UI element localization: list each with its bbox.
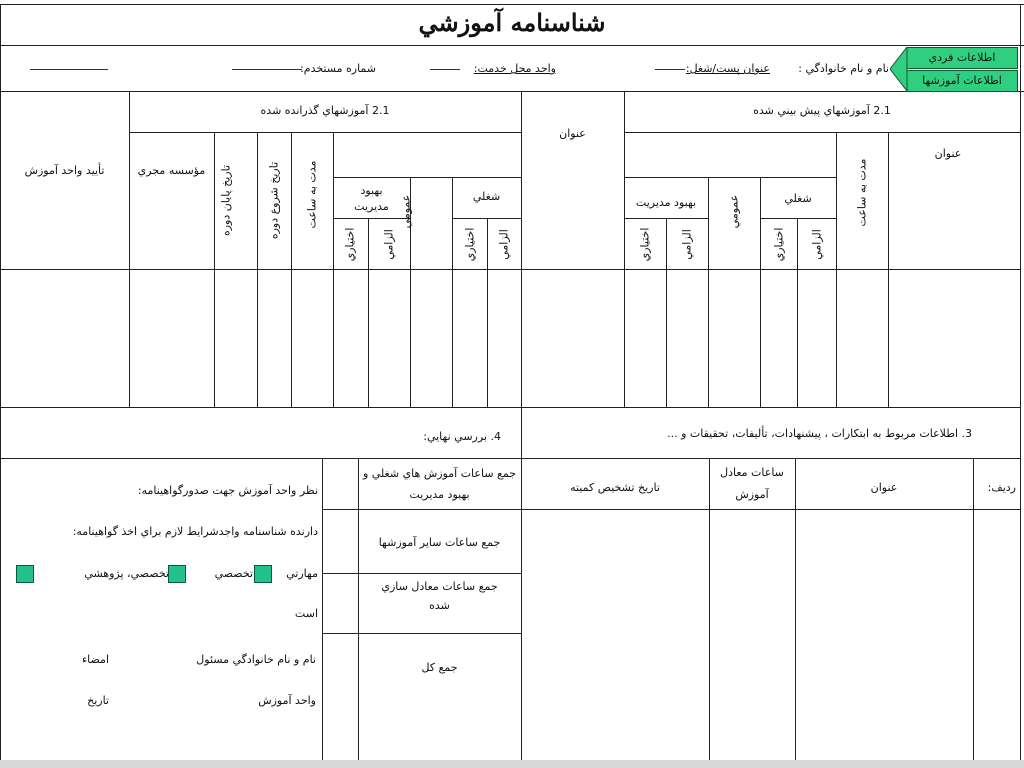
option-takhasosi: تخصصي xyxy=(214,567,253,580)
tab-personal-info[interactable] xyxy=(906,47,1018,69)
shoghli-header: شغلي xyxy=(472,190,501,203)
unit-line xyxy=(430,69,460,70)
name-label: نام و نام خانوادگي : xyxy=(798,62,889,75)
page-title: شناسنامه آموزشي xyxy=(418,8,606,37)
grid-line xyxy=(760,218,836,219)
grid-line xyxy=(521,407,522,768)
holder-label: دارنده شناسنامه واجدشرايط لازم براي اخذ گواهينامه: xyxy=(72,525,318,538)
omoumi-header: عمومي xyxy=(727,194,741,229)
ekhtiari-header: اختياري xyxy=(343,227,357,262)
service-unit-label: واحد محل خدمت: xyxy=(473,62,556,75)
tab-label: اطلاعات آموزشها xyxy=(922,74,1002,87)
grid-line xyxy=(322,458,323,768)
section3-heading: 3. اطلاعات مربوط به ابتكارات ، پيشنهادات، تأليفات، تحقيقات و ... xyxy=(667,427,972,440)
equiv-hours-header-2: آموزش xyxy=(735,488,769,501)
grid-line xyxy=(129,132,521,133)
tab-label: اطلاعات فردي xyxy=(928,51,996,64)
duration-header: مدت به ساعت xyxy=(855,158,869,227)
divider xyxy=(0,45,1024,46)
title-header: عنوان xyxy=(559,127,586,140)
sum-job-hours-label: جمع ساعات آموزش هاي شغلي و xyxy=(362,467,517,480)
institute-header: مؤسسه مجري xyxy=(137,164,206,177)
grid-line xyxy=(0,458,1020,459)
ekhtiari-header: اختياري xyxy=(772,227,786,262)
training-unit-label: واحد آموزش xyxy=(258,694,316,707)
grid-line xyxy=(322,633,521,634)
elzami-header: الزامي xyxy=(382,229,396,260)
checkbox-pajooheshi[interactable] xyxy=(16,565,34,583)
grid-line xyxy=(322,573,521,574)
grid-line xyxy=(624,177,836,178)
responsible-label: نام و نام خانوادگي مسئول xyxy=(196,653,316,666)
top-border xyxy=(0,4,1024,5)
grid-line xyxy=(760,177,761,407)
left-border xyxy=(0,4,1,764)
opinion-label: نظر واحد آموزش جهت صدورگواهينامه: xyxy=(137,484,318,497)
title-header: عنوان xyxy=(870,481,898,494)
option-takhasosi-pajooheshi: تخصصي، پژوهشي xyxy=(84,567,169,580)
planned-trainings-heading: 2.1 آموزشهاي پيش بيني شده xyxy=(753,104,891,117)
elzami-header: الزامي xyxy=(497,229,511,260)
ekhtiari-header: اختياري xyxy=(638,227,652,262)
divider xyxy=(0,91,1024,92)
sum-equiv-hours-label-2: شده xyxy=(429,599,450,612)
bottom-bar xyxy=(0,760,1024,768)
shoghli-header: شغلي xyxy=(784,192,812,205)
grid-line xyxy=(368,218,369,407)
duration-header: مدت به ساعت xyxy=(305,160,319,229)
row-number-header: رديف: xyxy=(987,481,1016,494)
committee-date-header: تاريخ تشخيص كميته xyxy=(570,481,660,494)
completed-trainings-heading: 2.1 آموزشهاي گذرانده شده xyxy=(260,104,390,117)
position-label: عنوان پست/شغل: xyxy=(685,62,770,75)
tab-training-info[interactable] xyxy=(906,70,1018,92)
right-border xyxy=(1020,4,1021,764)
grid-line xyxy=(358,458,359,768)
omoumi-header: عمومي xyxy=(399,194,413,229)
sum-job-hours-label-2: بهبود مديريت xyxy=(409,488,470,501)
behbood-header: بهبود مديريت xyxy=(635,196,697,209)
employee-no-line xyxy=(232,69,302,70)
total-label: جمع كل xyxy=(421,661,458,674)
option-maharati: مهارتي xyxy=(286,567,318,580)
title-header: عنوان xyxy=(934,147,962,160)
grid-line xyxy=(487,218,488,407)
grid-line xyxy=(0,407,1020,408)
section4-heading: 4. بررسي نهايي: xyxy=(423,430,501,443)
ekhtiari-header: اختياري xyxy=(463,227,477,262)
grid-line xyxy=(973,458,974,768)
sum-equiv-hours-label: جمع ساعات معادل سازي xyxy=(381,580,498,593)
elzami-header: الزامي xyxy=(810,229,824,260)
grid-line xyxy=(333,177,521,178)
grid-line xyxy=(624,91,625,407)
grid-line xyxy=(322,509,521,510)
date-label: تاريخ xyxy=(87,694,109,707)
grid-line xyxy=(795,458,796,768)
checkbox-maharati[interactable] xyxy=(254,565,272,583)
position-line xyxy=(655,69,685,70)
grid-line xyxy=(709,458,710,768)
start-date-header: تاريخ شروع دوره xyxy=(267,161,281,240)
grid-line xyxy=(797,218,798,407)
grid-line xyxy=(708,177,709,407)
tab-pointer-icon xyxy=(890,47,908,91)
equiv-hours-header: ساعات معادل xyxy=(720,466,784,479)
elzami-header: الزامي xyxy=(680,229,694,260)
blank-line xyxy=(30,69,108,70)
grid-line xyxy=(129,91,130,407)
grid-line xyxy=(521,509,1020,510)
grid-line xyxy=(452,177,453,407)
behbood-header: بهبود xyxy=(360,184,383,197)
grid-line xyxy=(666,218,667,407)
end-date-header: تاريخ پايان دوره xyxy=(219,164,233,237)
employee-no-label: شماره مستخدم: xyxy=(300,62,376,75)
signature-label: امضاء xyxy=(81,653,109,666)
approval-header: تأييد واحد آموزش xyxy=(24,164,105,177)
checkbox-takhasosi[interactable] xyxy=(168,565,186,583)
ast-label: است xyxy=(294,607,318,620)
behbood-header-2: مديريت xyxy=(354,200,389,213)
sum-other-hours-label: جمع ساعات ساير آموزشها xyxy=(378,536,501,549)
grid-line xyxy=(624,132,1020,133)
